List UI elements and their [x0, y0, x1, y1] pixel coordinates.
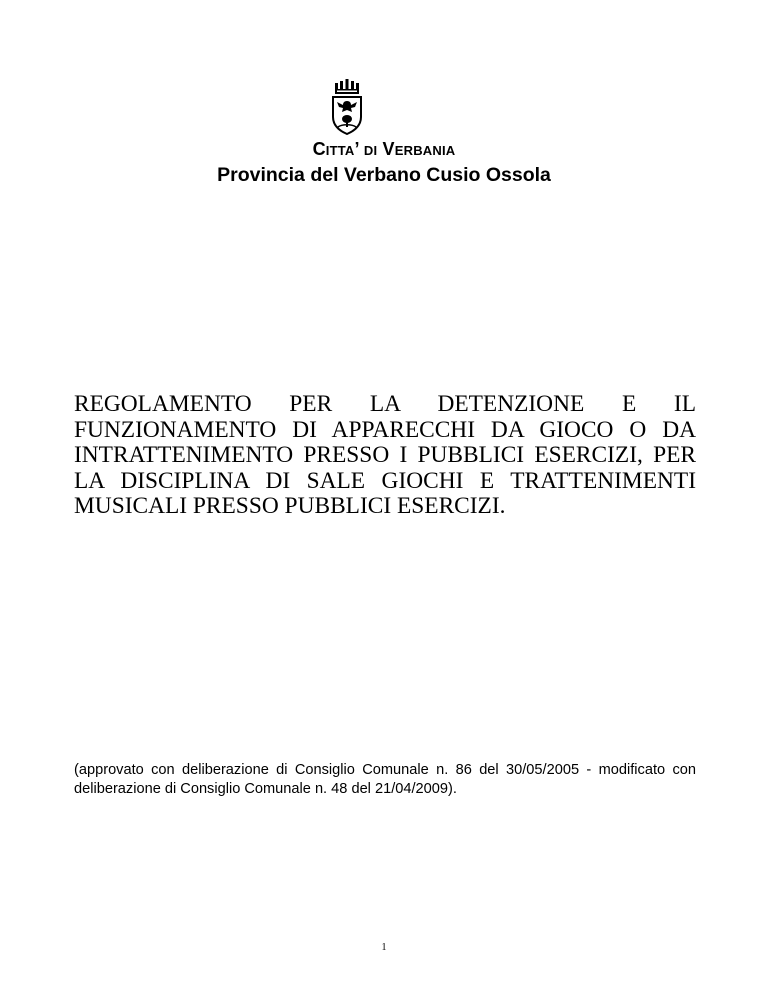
city-coat-of-arms-icon: [329, 79, 365, 135]
approval-note: (approvato con deliberazione di Consiglio Comunale n. 86 del 30/05/2005 - modificato con deliberazione di Consiglio Comunale n. 48 del 21/04/2009).: [74, 762, 696, 797]
page-number: 1: [381, 942, 387, 953]
document-title: REGOLAMENTO PER LA DETENZIONE E IL FUNZIONAMENTO DI APPARECCHI DA GIOCO O DA INTRATTENIMENTO PRESSO I PUBBLICI ESERCIZI, PER LA DISCIPLINA DI SALE GIOCHI E TRATTENIMENTI MUSICALI PRESSO PUBBLICI ESERCIZI.: [74, 391, 696, 519]
province-name: Provincia del Verbano Cusio Ossola: [217, 164, 551, 186]
city-name: Citta’ di Verbania: [312, 139, 456, 159]
